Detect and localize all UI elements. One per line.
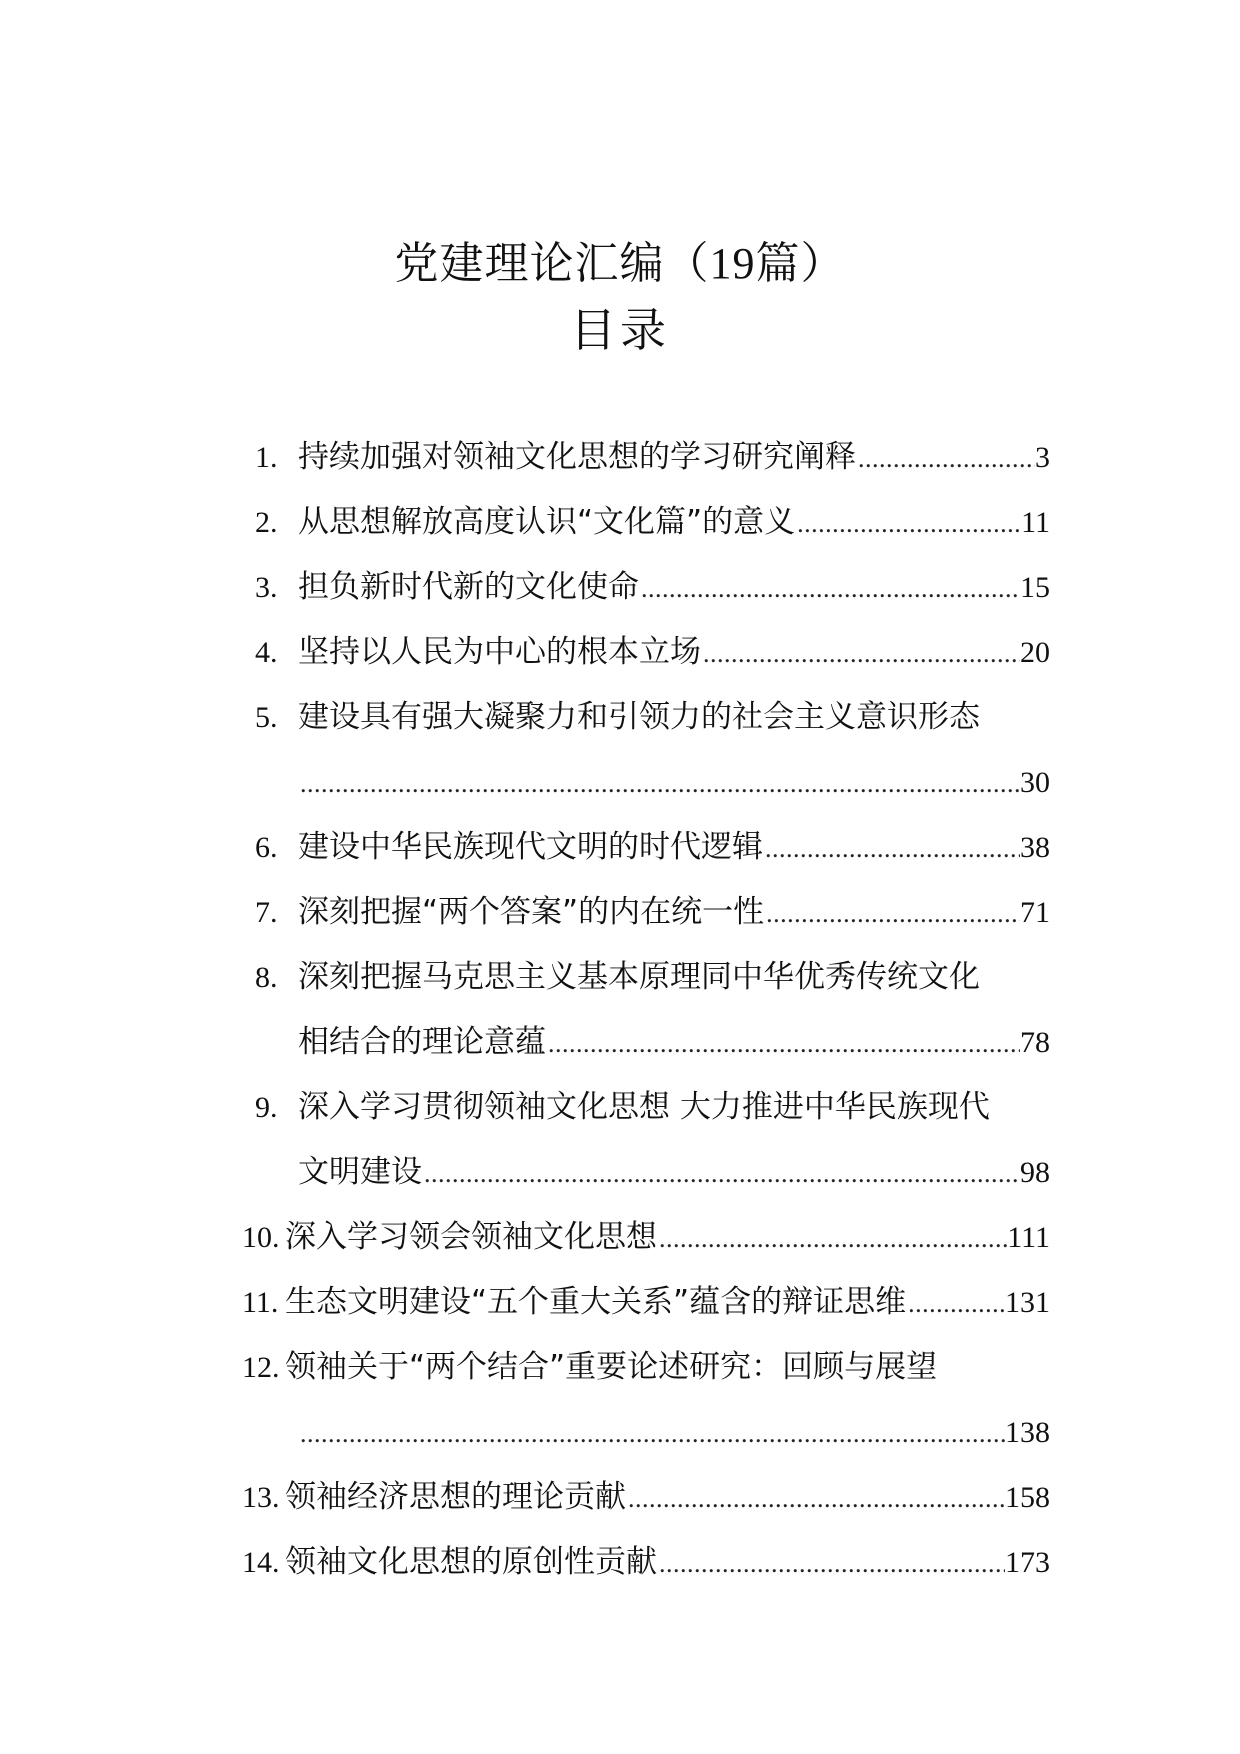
toc-entry-number: 5. <box>255 701 278 734</box>
toc-entry[interactable] <box>242 1270 1050 1335</box>
toc-entry[interactable] <box>255 555 1050 620</box>
toc-entry[interactable] <box>255 620 1050 685</box>
toc-entry-title: 生态文明建设“五个重大关系”蕴含的辩证思维 <box>285 1284 907 1320</box>
toc-entry[interactable] <box>255 1400 1050 1465</box>
toc-entry-number: 10. <box>242 1221 280 1254</box>
toc-entry-number: 7. <box>255 896 278 929</box>
document-title <box>0 236 1240 292</box>
toc-entry-title: 领袖经济思想的理论贡献 <box>285 1479 626 1515</box>
toc-entry[interactable] <box>242 1465 1050 1530</box>
title-text: 党建理论汇编（ <box>394 238 710 289</box>
toc-entry-number: 8. <box>255 961 278 994</box>
toc-entry-number: 9. <box>255 1091 278 1124</box>
toc-page-number: 131 <box>1005 1286 1050 1319</box>
toc-entry-title: 建设中华民族现代文明的时代逻辑 <box>298 829 763 865</box>
toc-leader-dots <box>795 491 1021 556</box>
toc-leader-dots <box>546 1011 1020 1076</box>
toc-entry[interactable] <box>242 1530 1050 1595</box>
toc-entry[interactable] <box>255 880 1050 945</box>
toc-entry-number: 6. <box>255 831 278 864</box>
table-of-contents <box>242 425 1050 1595</box>
toc-leader-dots <box>298 751 1020 816</box>
toc-leader-dots <box>763 816 1020 881</box>
toc-leader-dots <box>906 1271 1005 1336</box>
toc-entry-number: 14. <box>242 1546 280 1579</box>
toc-heading: 目录 <box>570 303 670 357</box>
toc-entry[interactable] <box>255 945 1050 1010</box>
toc-leader-dots <box>701 621 1020 686</box>
toc-leader-dots <box>422 1141 1020 1206</box>
toc-entry[interactable] <box>255 815 1050 880</box>
toc-entry[interactable] <box>255 1075 1050 1140</box>
toc-page-number: 20 <box>1020 636 1050 669</box>
toc-page-number: 30 <box>1020 766 1050 799</box>
toc-entry[interactable] <box>255 1140 1050 1205</box>
toc-entry-number: 1. <box>255 441 278 474</box>
toc-page-number: 98 <box>1020 1156 1050 1189</box>
toc-entry-title: 从思想解放高度认识“文化篇”的意义 <box>298 504 796 540</box>
toc-entry-title: 深刻把握“两个答案”的内在统一性 <box>298 894 765 930</box>
toc-page-number: 71 <box>1020 896 1050 929</box>
toc-entry[interactable] <box>255 490 1050 555</box>
toc-page-number: 158 <box>1005 1481 1050 1514</box>
toc-entry-title: 担负新时代新的文化使命 <box>298 569 639 605</box>
toc-page-number: 3 <box>1035 441 1050 474</box>
toc-entry-number: 12. <box>242 1351 280 1384</box>
toc-entry[interactable] <box>255 750 1050 815</box>
toc-entry[interactable] <box>255 425 1050 490</box>
toc-leader-dots <box>298 1401 1005 1466</box>
toc-page-number: 11 <box>1021 506 1050 539</box>
toc-entry-number: 4. <box>255 636 278 669</box>
title-count: 19 <box>709 239 756 288</box>
toc-entry[interactable] <box>242 1205 1050 1270</box>
toc-entry-title: 建设具有强大凝聚力和引领力的社会主义意识形态 <box>298 699 980 735</box>
toc-leader-dots <box>657 1206 1007 1271</box>
toc-entry-title: 坚持以人民为中心的根本立场 <box>298 634 701 670</box>
toc-page-number: 15 <box>1020 571 1050 604</box>
toc-leader-dots <box>856 426 1035 491</box>
toc-leader-dots <box>639 556 1020 621</box>
toc-entry[interactable] <box>255 685 1050 750</box>
toc-entry-title: 深刻把握马克思主义基本原理同中华优秀传统文化 <box>298 959 980 995</box>
toc-entry-title: 持续加强对领袖文化思想的学习研究阐释 <box>298 439 856 475</box>
toc-page-number: 78 <box>1020 1026 1050 1059</box>
toc-entry-title: 深入学习贯彻领袖文化思想 大力推进中华民族现代 <box>298 1089 990 1125</box>
toc-leader-dots <box>626 1466 1005 1531</box>
toc-entry[interactable] <box>255 1010 1050 1075</box>
toc-entry-number: 13. <box>242 1481 280 1514</box>
toc-entry-number: 3. <box>255 571 278 604</box>
toc-page-number: 38 <box>1020 831 1050 864</box>
toc-entry-title: 文明建设 <box>298 1154 422 1190</box>
toc-leader-dots <box>764 881 1020 946</box>
toc-entry-title: 领袖文化思想的原创性贡献 <box>285 1544 657 1580</box>
toc-entry-title: 深入学习领会领袖文化思想 <box>285 1219 657 1255</box>
toc-page-number: 111 <box>1007 1221 1050 1254</box>
toc-page-number: 138 <box>1005 1416 1050 1449</box>
toc-entry-number: 2. <box>255 506 278 539</box>
toc-page-number: 173 <box>1005 1546 1050 1579</box>
toc-entry[interactable] <box>242 1335 1050 1400</box>
toc-entry-number: 11. <box>242 1286 279 1319</box>
title-suffix: 篇） <box>755 238 846 289</box>
toc-entry-title: 相结合的理论意蕴 <box>298 1024 546 1060</box>
toc-entry-title: 领袖关于“两个结合”重要论述研究：回顾与展望 <box>285 1349 938 1385</box>
toc-leader-dots <box>657 1531 1005 1596</box>
